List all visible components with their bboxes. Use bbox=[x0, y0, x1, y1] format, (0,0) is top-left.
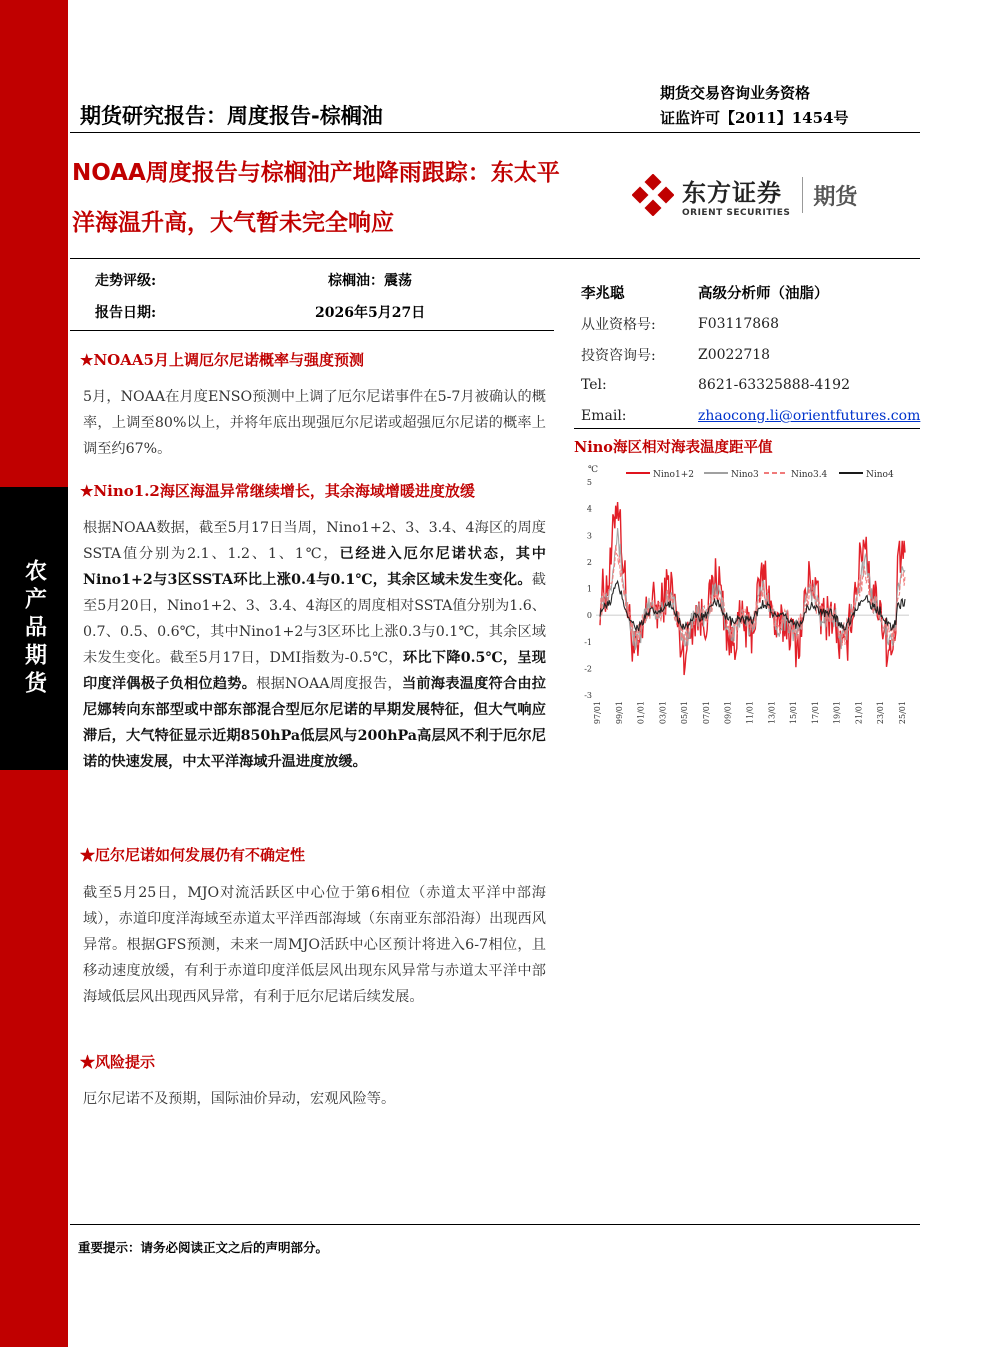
para2-bold: 环比下降0.5℃，呈现印度洋偶极子负相位趋势。 bbox=[83, 650, 546, 692]
chart-container bbox=[574, 460, 920, 735]
section-paragraph-3: 截至5月25日，MJO对流活跃区中心位于第6相位（赤道太平洋中部海域），赤道印度洋海域至赤道太平洋西部海域（东南亚东部沿海）出现西风异常。根据GFS预测，未来一周MJO活跃中心区预计将进入6-7相位，且移动速度放缓，有利于赤道印度洋低层风出现东风异常与赤道太平洋中部海域低层风出现西风异常，有利于厄尔尼诺后续发展。 bbox=[83, 885, 546, 1005]
report-title: NOAA周度报告与棕榈油产地降雨跟踪：东太平洋海温升高，大气暂未完全响应 bbox=[72, 160, 560, 236]
legend-label: Nino1+2 bbox=[653, 470, 694, 480]
date-label: 报告日期: bbox=[95, 305, 157, 321]
y-tick-label: 1 bbox=[586, 584, 592, 594]
footer-note: 重要提示：请务必阅读正文之后的声明部分。 bbox=[78, 1240, 329, 1255]
y-tick-label: 3 bbox=[586, 531, 592, 541]
logo-divider bbox=[802, 177, 803, 213]
chart-title: Nino海区相对海表温度距平值 bbox=[574, 439, 773, 456]
x-tick-label: 07/01 bbox=[701, 701, 711, 725]
section-heading-2: ★Nino1.2海区海温异常继续增长，其余海域增暖进度放缓 bbox=[80, 482, 475, 500]
para2-part: 根据NOAA数据，截至5月17日当周，Nino1+2、3、3.4、4海区的周度SSTA值分别为2.1、1.2、1、1℃， bbox=[83, 520, 546, 562]
y-tick-label: -3 bbox=[584, 691, 592, 700]
y-tick-label: 5 bbox=[586, 478, 592, 487]
y-tick-label: 4 bbox=[586, 504, 592, 514]
x-tick-label: 19/01 bbox=[832, 701, 842, 725]
report-type: 期货研究报告：周度报告-棕榈油 bbox=[80, 104, 383, 128]
analyst-value-1: F03117868 bbox=[698, 316, 779, 332]
x-tick-label: 97/01 bbox=[593, 701, 602, 725]
y-tick-label: -2 bbox=[584, 664, 592, 674]
analyst-rule bbox=[574, 428, 920, 429]
x-tick-label: 99/01 bbox=[614, 701, 624, 725]
section-paragraph-1: 5月，NOAA在月度ENSO预测中上调了厄尔尼诺事件在5-7月被确认的概率，上调至80%以上，并将年底出现强厄尔尼诺或超强厄尔尼诺的概率上调至约67%。 bbox=[83, 389, 546, 457]
section-paragraph-2 bbox=[83, 515, 546, 775]
section-heading-1: ★NOAA5月上调厄尔尼诺概率与强度预测 bbox=[80, 351, 364, 369]
title-rule bbox=[70, 258, 920, 259]
analyst-label-2: 投资咨询号: bbox=[581, 348, 656, 364]
logo-mark-icon bbox=[632, 174, 674, 216]
para2-part: 根据NOAA周度报告， bbox=[256, 676, 402, 692]
nino-chart bbox=[574, 460, 920, 735]
company-logo bbox=[632, 168, 902, 222]
x-tick-label: 01/01 bbox=[636, 701, 646, 725]
qualification: 期货交易咨询业务资格 bbox=[660, 84, 811, 102]
rating-label: 走势评级: bbox=[95, 273, 157, 289]
y-tick-label: 2 bbox=[586, 557, 592, 567]
date-value: 2026年5月27日 bbox=[315, 305, 426, 321]
x-tick-label: 09/01 bbox=[723, 701, 733, 725]
x-tick-label: 03/01 bbox=[658, 701, 668, 725]
meta-rule bbox=[70, 330, 554, 331]
para2-part: 截至5月20日，Nino1+2、3、3.4、4海区的周度相对SSTA值分别为1.6、0.7、0.5、0.6℃，其中Nino1+2与3区环比上涨0.3与0.1℃，其余区域未发生变化。截至5月17日，DMI指数为-0.5℃， bbox=[83, 572, 546, 666]
section-heading-4: ★风险提示 bbox=[80, 1053, 156, 1071]
analyst-name: 李兆聪 bbox=[581, 285, 625, 302]
legend-label: Nino3 bbox=[731, 470, 759, 480]
x-tick-label: 23/01 bbox=[876, 701, 886, 725]
analyst-label-4: Email: bbox=[581, 408, 627, 424]
analyst-value-3: 8621-63325888-4192 bbox=[698, 377, 850, 393]
legend-label: Nino3.4 bbox=[791, 470, 828, 480]
logo-sub: 期货 bbox=[813, 184, 858, 210]
para2-bold: 当前海表温度符合由拉尼娜转向东部型或中部东部混合型厄尔尼诺的早期发展特征，但大气响应滞后，大气特征显示近期850hPa低层风与200hPa高层风不利于厄尔尼诺的快速发展，中太平洋海域升温进度放缓。 bbox=[83, 676, 546, 770]
x-tick-label: 17/01 bbox=[810, 701, 820, 725]
y-tick-label: 0 bbox=[586, 611, 592, 621]
logo-en: ORIENT SECURITIES bbox=[682, 207, 791, 218]
x-tick-label: 05/01 bbox=[680, 701, 690, 725]
header-rule bbox=[70, 132, 920, 133]
para2-bold: 已经进入厄尔尼诺状态，其中Nino1+2与3区SSTA环比上涨0.4与0.1℃，其余区域未发生变化。 bbox=[83, 546, 546, 588]
x-tick-label: 13/01 bbox=[767, 701, 777, 725]
legend-label: Nino4 bbox=[866, 470, 894, 480]
analyst-label-1: 从业资格号: bbox=[581, 317, 656, 333]
x-tick-label: 25/01 bbox=[898, 701, 907, 725]
license: 证监许可【2011】1454号 bbox=[660, 109, 849, 127]
side-category-label: 农产品期货 bbox=[21, 558, 47, 699]
x-tick-label: 21/01 bbox=[854, 701, 864, 725]
x-tick-label: 15/01 bbox=[789, 701, 799, 725]
rating-value: 棕榈油：震荡 bbox=[328, 273, 412, 289]
logo-cn: 东方证券 bbox=[682, 178, 782, 207]
x-tick-label: 11/01 bbox=[745, 701, 755, 725]
analyst-label-3: Tel: bbox=[581, 377, 607, 393]
section-heading-3: ★厄尔尼诺如何发展仍有不确定性 bbox=[80, 846, 306, 864]
y-tick-label: -1 bbox=[584, 637, 592, 647]
side-category-block bbox=[0, 487, 68, 770]
y-axis-unit: ℃ bbox=[588, 465, 599, 475]
section-paragraph-4: 厄尔尼诺不及预期，国际油价异动，宏观风险等。 bbox=[83, 1091, 396, 1107]
footer-rule bbox=[70, 1224, 920, 1225]
analyst-value-2: Z0022718 bbox=[698, 347, 771, 363]
analyst-email-link[interactable]: zhaocong.li@orientfutures.com bbox=[698, 408, 921, 424]
analyst-role: 高级分析师（油脂） bbox=[698, 285, 829, 302]
